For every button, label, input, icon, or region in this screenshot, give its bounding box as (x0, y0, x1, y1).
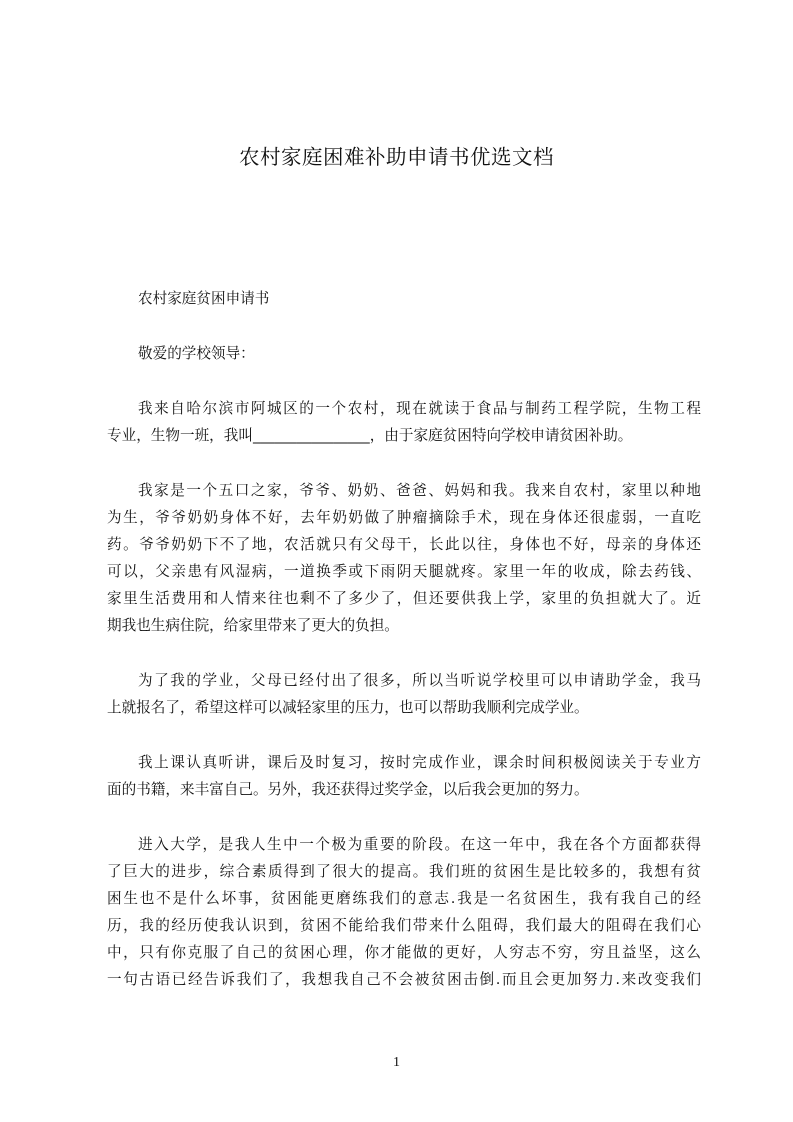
paragraph-line: 可以，父亲患有风湿病，一道换季或下雨阴天腿就疼。家里一年的收成，除去药钱、 (107, 563, 701, 580)
paragraph-application-reason (107, 667, 701, 721)
paragraph-line: 为了我的学业，父母已经付出了很多，所以当听说学校里可以申请助学金，我马 (138, 672, 701, 689)
document-title: 农村家庭困难补助申请书优选文档 (239, 145, 554, 169)
paragraph-line: 为生，爷爷奶奶身体不好，去年奶奶做了肿瘤摘除手术，现在身体还很虚弱，一直吃 (107, 509, 701, 526)
paragraph-family-situation (107, 477, 701, 639)
paragraph-line: 期我也生病住院，给家里带来了更大的负担。 (107, 617, 399, 634)
paragraph-line: 上就报名了，希望这样可以减轻家里的压力，也可以帮助我顺利完成学业。 (107, 699, 589, 716)
paragraph-line: 我来自哈尔滨市阿城区的一个农村，现在就读于食品与制药工程学院，生物工程 (138, 400, 701, 417)
paragraph-line: 困生也不是什么坏事，贫困能更磨练我们的意志.我是一名贫困生，我有我自己的经 (107, 890, 701, 907)
paragraph-introduction (107, 395, 701, 449)
paragraph-line: 面的书籍，来丰富自己。另外，我还获得过奖学金，以后我会更加的努力。 (107, 781, 589, 798)
paragraph-line: 一句古语已经告诉我们了，我想我自己不会被贫困击倒.而且会更加努力.来改变我们 (107, 971, 701, 988)
paragraph-line: 历，我的经历使我认识到，贫困不能给我们带来什么阻碍，我们最大的阻碍在我们心 (107, 917, 701, 934)
paragraph-line: 中，只有你克服了自己的贫困心理，你才能做的更好，人穷志不穷，穷且益坚，这么 (107, 944, 701, 961)
paragraph-line: 专业，生物一班，我叫________________，由于家庭贫困特向学校申请贫困补助。 (107, 427, 633, 444)
document-body (107, 285, 701, 993)
paragraph-study-performance (107, 749, 701, 803)
page-number: 1 (393, 1055, 400, 1070)
paragraph-line: 药。爷爷奶奶下不了地，农活就只有父母干，长此以往，身体也不好，母亲的身体还 (107, 536, 701, 553)
salutation: 敬爱的学校领导： (138, 345, 255, 362)
paragraph-line: 我上课认真听讲，课后及时复习，按时完成作业，课余时间积极阅读关于专业方 (138, 754, 701, 771)
paragraph-line: 我家是一个五口之家，爷爷、奶奶、爸爸、妈妈和我。我来自农村，家里以种地 (138, 482, 701, 499)
application-heading: 农村家庭贫困申请书 (138, 290, 270, 307)
paragraph-line: 进入大学，是我人生中一个极为重要的阶段。在这一年中，我在各个方面都获得 (138, 836, 701, 853)
paragraph-line: 了巨大的进步，综合素质得到了很大的提高。我们班的贫困生是比较多的，我想有贫 (107, 863, 701, 880)
paragraph-university-life (107, 831, 701, 993)
paragraph-line: 家里生活费用和人情来往也剩不了多少了，但还要供我上学，家里的负担就大了。近 (107, 590, 701, 607)
